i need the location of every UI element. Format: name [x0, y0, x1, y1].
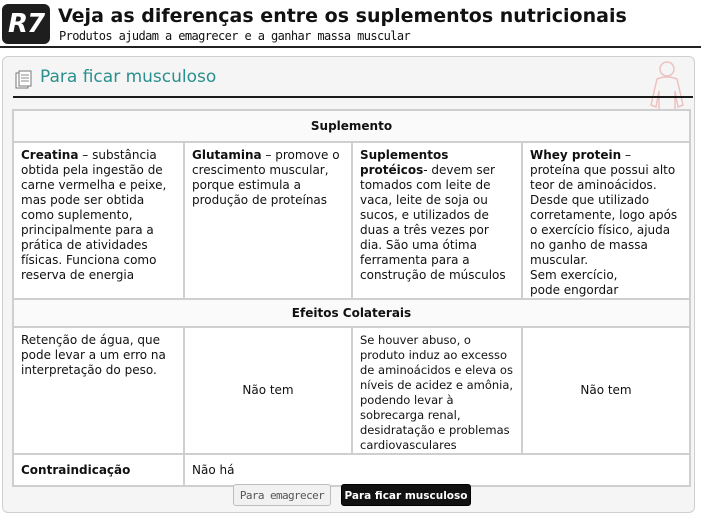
para-ficar-musculoso-button[interactable]: Para ficar musculoso [341, 484, 471, 506]
page-title: Veja as diferenças entre os suplementos nutricionais [58, 5, 627, 27]
supplement-description: promove o crescimento muscular, porque estimula a produção de proteínas [192, 148, 340, 207]
side-effect-text: Se houver abuso, o produto induz ao excesso de aminoácidos e eleva os níveis de acidez e amônia, podendo levar à sobrecarga renal, desidratação e problemas cardiovasculares [360, 333, 514, 452]
supplement-note: Sem exercício, [530, 268, 618, 282]
supplement-cell [522, 142, 690, 299]
supplement-description: devem ser tomados com leite de vaca, leite de soja ou sucos, e utilizados de duas a três vezes por dia. São uma ótima ferramenta para a construção de músculos [360, 163, 506, 282]
page-subtitle: Produtos ajudam a emagrecer e a ganhar massa muscular [59, 29, 411, 43]
r7-logo[interactable]: R7 [2, 4, 50, 44]
supplement-separator: – [621, 148, 632, 162]
side-effect-text: Não tem [580, 383, 632, 397]
side-effect-text: Retenção de água, que pode levar a um erro na interpretação do peso. [21, 333, 166, 377]
section-divider [13, 96, 693, 98]
supplement-description: proteína que possui alto teor de aminoácidos. Desde que utilizado corretamente, logo após o exercício físico, ajuda no ganho de massa muscular. [530, 163, 678, 267]
side-effect-cell [522, 327, 690, 454]
supplement-cell [352, 142, 522, 299]
supplement-name: Glutamina [192, 148, 262, 162]
table-header-efeitos: Efeitos Colaterais [13, 299, 690, 327]
supplement-name: Suplementos protéicos [360, 148, 449, 177]
contraindication-value: Não há [184, 454, 690, 486]
table-header-suplemento: Suplemento [13, 110, 690, 142]
header-divider [0, 46, 701, 48]
para-emagrecer-button[interactable]: Para emagrecer [233, 484, 331, 506]
side-effect-cell [184, 327, 352, 454]
document-icon [15, 70, 33, 90]
contraindication-label: Contraindicação [13, 454, 184, 486]
side-effect-text: Não tem [242, 383, 294, 397]
side-effect-cell [352, 327, 522, 454]
supplement-name: Whey protein [530, 148, 622, 162]
supplement-separator: – [261, 148, 276, 162]
supplement-description: substância obtida pela ingestão de carne vermelha e peixe, mas pode ser obtida como suplemento, principalmente para a prática de atividades físicas. Funciona como reserva de energia [21, 148, 167, 282]
page-header [0, 0, 701, 48]
supplements-table [12, 109, 691, 487]
content-panel [2, 56, 695, 513]
supplement-cell [13, 142, 184, 299]
section-title: Para ficar musculoso [40, 67, 217, 87]
supplement-name: Creatina [21, 148, 79, 162]
supplement-cell [184, 142, 352, 299]
supplement-separator: – [78, 148, 93, 162]
supplement-separator: - [423, 163, 432, 177]
side-effect-cell [13, 327, 184, 454]
supplement-note: pode engordar [530, 283, 619, 297]
